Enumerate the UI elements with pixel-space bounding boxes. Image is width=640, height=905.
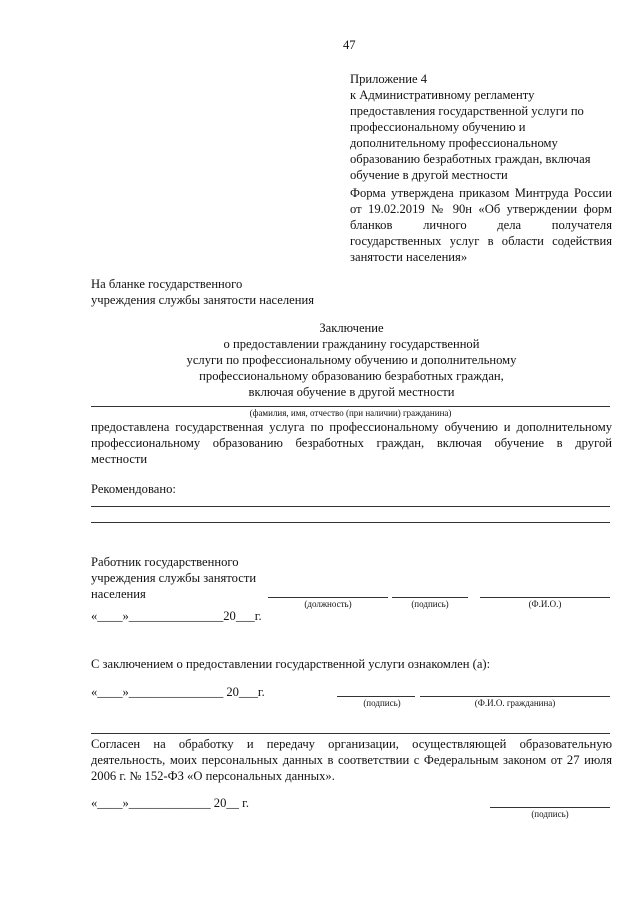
acquainted-fio-line[interactable] bbox=[420, 696, 610, 697]
appendix-line: к Административному регламенту bbox=[350, 88, 535, 102]
fio-short-line[interactable] bbox=[480, 597, 610, 598]
recommended-label: Рекомендовано: bbox=[91, 482, 176, 496]
page-number: 47 bbox=[343, 38, 356, 52]
recommended-line-1[interactable] bbox=[91, 506, 610, 507]
consent-line: Согласен на обработку и передачу организации, осуществляющей образовательную bbox=[91, 737, 612, 751]
letterhead-line: На бланке государственного bbox=[91, 277, 243, 291]
acquainted-signature-caption: (подпись) bbox=[363, 698, 401, 708]
acquainted-signature-line[interactable] bbox=[337, 696, 415, 697]
form-approval-block bbox=[350, 185, 612, 265]
appendix-line: образованию безработных граждан, включая bbox=[350, 152, 591, 166]
conclusion-line: услуги по профессиональному обучению и дополнительному bbox=[186, 353, 517, 367]
consent-line: 2006 г. № 152-ФЗ «О персональных данных». bbox=[91, 769, 335, 783]
conclusion-title-block bbox=[91, 320, 612, 400]
consent-top-line[interactable] bbox=[91, 733, 610, 734]
conclusion-line: профессиональному образованию безработных граждан, bbox=[199, 369, 504, 383]
consent-text bbox=[91, 736, 612, 784]
form-approval-line: занятости населения» bbox=[350, 250, 468, 264]
consent-signature-caption: (подпись) bbox=[531, 809, 569, 819]
employee-block bbox=[91, 554, 256, 602]
conclusion-line: о предоставлении гражданину государственной bbox=[223, 337, 480, 351]
conclusion-heading: Заключение bbox=[319, 321, 384, 335]
form-approval-line: Форма утверждена приказом Минтруда России bbox=[350, 186, 612, 200]
employee-line: населения bbox=[91, 587, 146, 601]
fio-short-caption: (Ф.И.О.) bbox=[528, 599, 562, 609]
form-approval-line: бланков личного дела получателя bbox=[350, 218, 612, 232]
service-text-line: местности bbox=[91, 452, 148, 466]
employee-line: Работник государственного bbox=[91, 555, 239, 569]
appendix-line: предоставления государственной услуги по bbox=[350, 104, 584, 118]
form-approval-line: от 19.02.2019 № 90н «Об утверждении форм bbox=[350, 202, 612, 216]
conclusion-line: включая обучение в другой местности bbox=[248, 385, 455, 399]
letterhead-line: учреждения службы занятости населения bbox=[91, 293, 315, 307]
position-caption: (должность) bbox=[304, 599, 352, 609]
position-line[interactable] bbox=[268, 597, 388, 598]
appendix-line: обучение в другой местности bbox=[350, 168, 508, 182]
form-approval-line: государственных услуг в области содействия bbox=[350, 234, 612, 248]
signature-line[interactable] bbox=[392, 597, 468, 598]
appendix-block bbox=[350, 71, 591, 183]
consent-line: деятельность, моих персональных данных в соответствии с Федеральным законом от 27 июля bbox=[91, 753, 612, 767]
employee-date[interactable]: «____»_______________20___г. bbox=[91, 609, 262, 623]
acquainted-text: С заключением о предоставлении государственной услуги ознакомлен (а): bbox=[91, 657, 491, 671]
appendix-line: профессиональному обучению и bbox=[350, 120, 526, 134]
fio-line[interactable] bbox=[91, 406, 610, 407]
consent-date[interactable]: «____»_____________ 20__ г. bbox=[91, 796, 250, 810]
service-text-line: предоставлена государственная услуга по профессиональному обучению и дополнительному bbox=[91, 420, 612, 434]
employee-line: учреждения службы занятости bbox=[91, 571, 257, 585]
acquainted-fio-caption: (Ф.И.О. гражданина) bbox=[474, 698, 556, 708]
fio-caption: (фамилия, имя, отчество (при наличии) гражданина) bbox=[249, 408, 452, 418]
acquainted-date[interactable]: «____»_______________ 20___г. bbox=[91, 685, 265, 699]
signature-caption: (подпись) bbox=[411, 599, 449, 609]
recommended-line-2[interactable] bbox=[91, 522, 610, 523]
letterhead-note bbox=[91, 276, 314, 308]
appendix-line: дополнительному профессиональному bbox=[350, 136, 558, 150]
consent-signature-line[interactable] bbox=[490, 807, 610, 808]
appendix-line: Приложение 4 bbox=[350, 72, 428, 86]
service-text bbox=[91, 419, 612, 467]
service-text-line: профессиональному образованию безработных граждан, включая обучение в другой bbox=[91, 436, 612, 450]
